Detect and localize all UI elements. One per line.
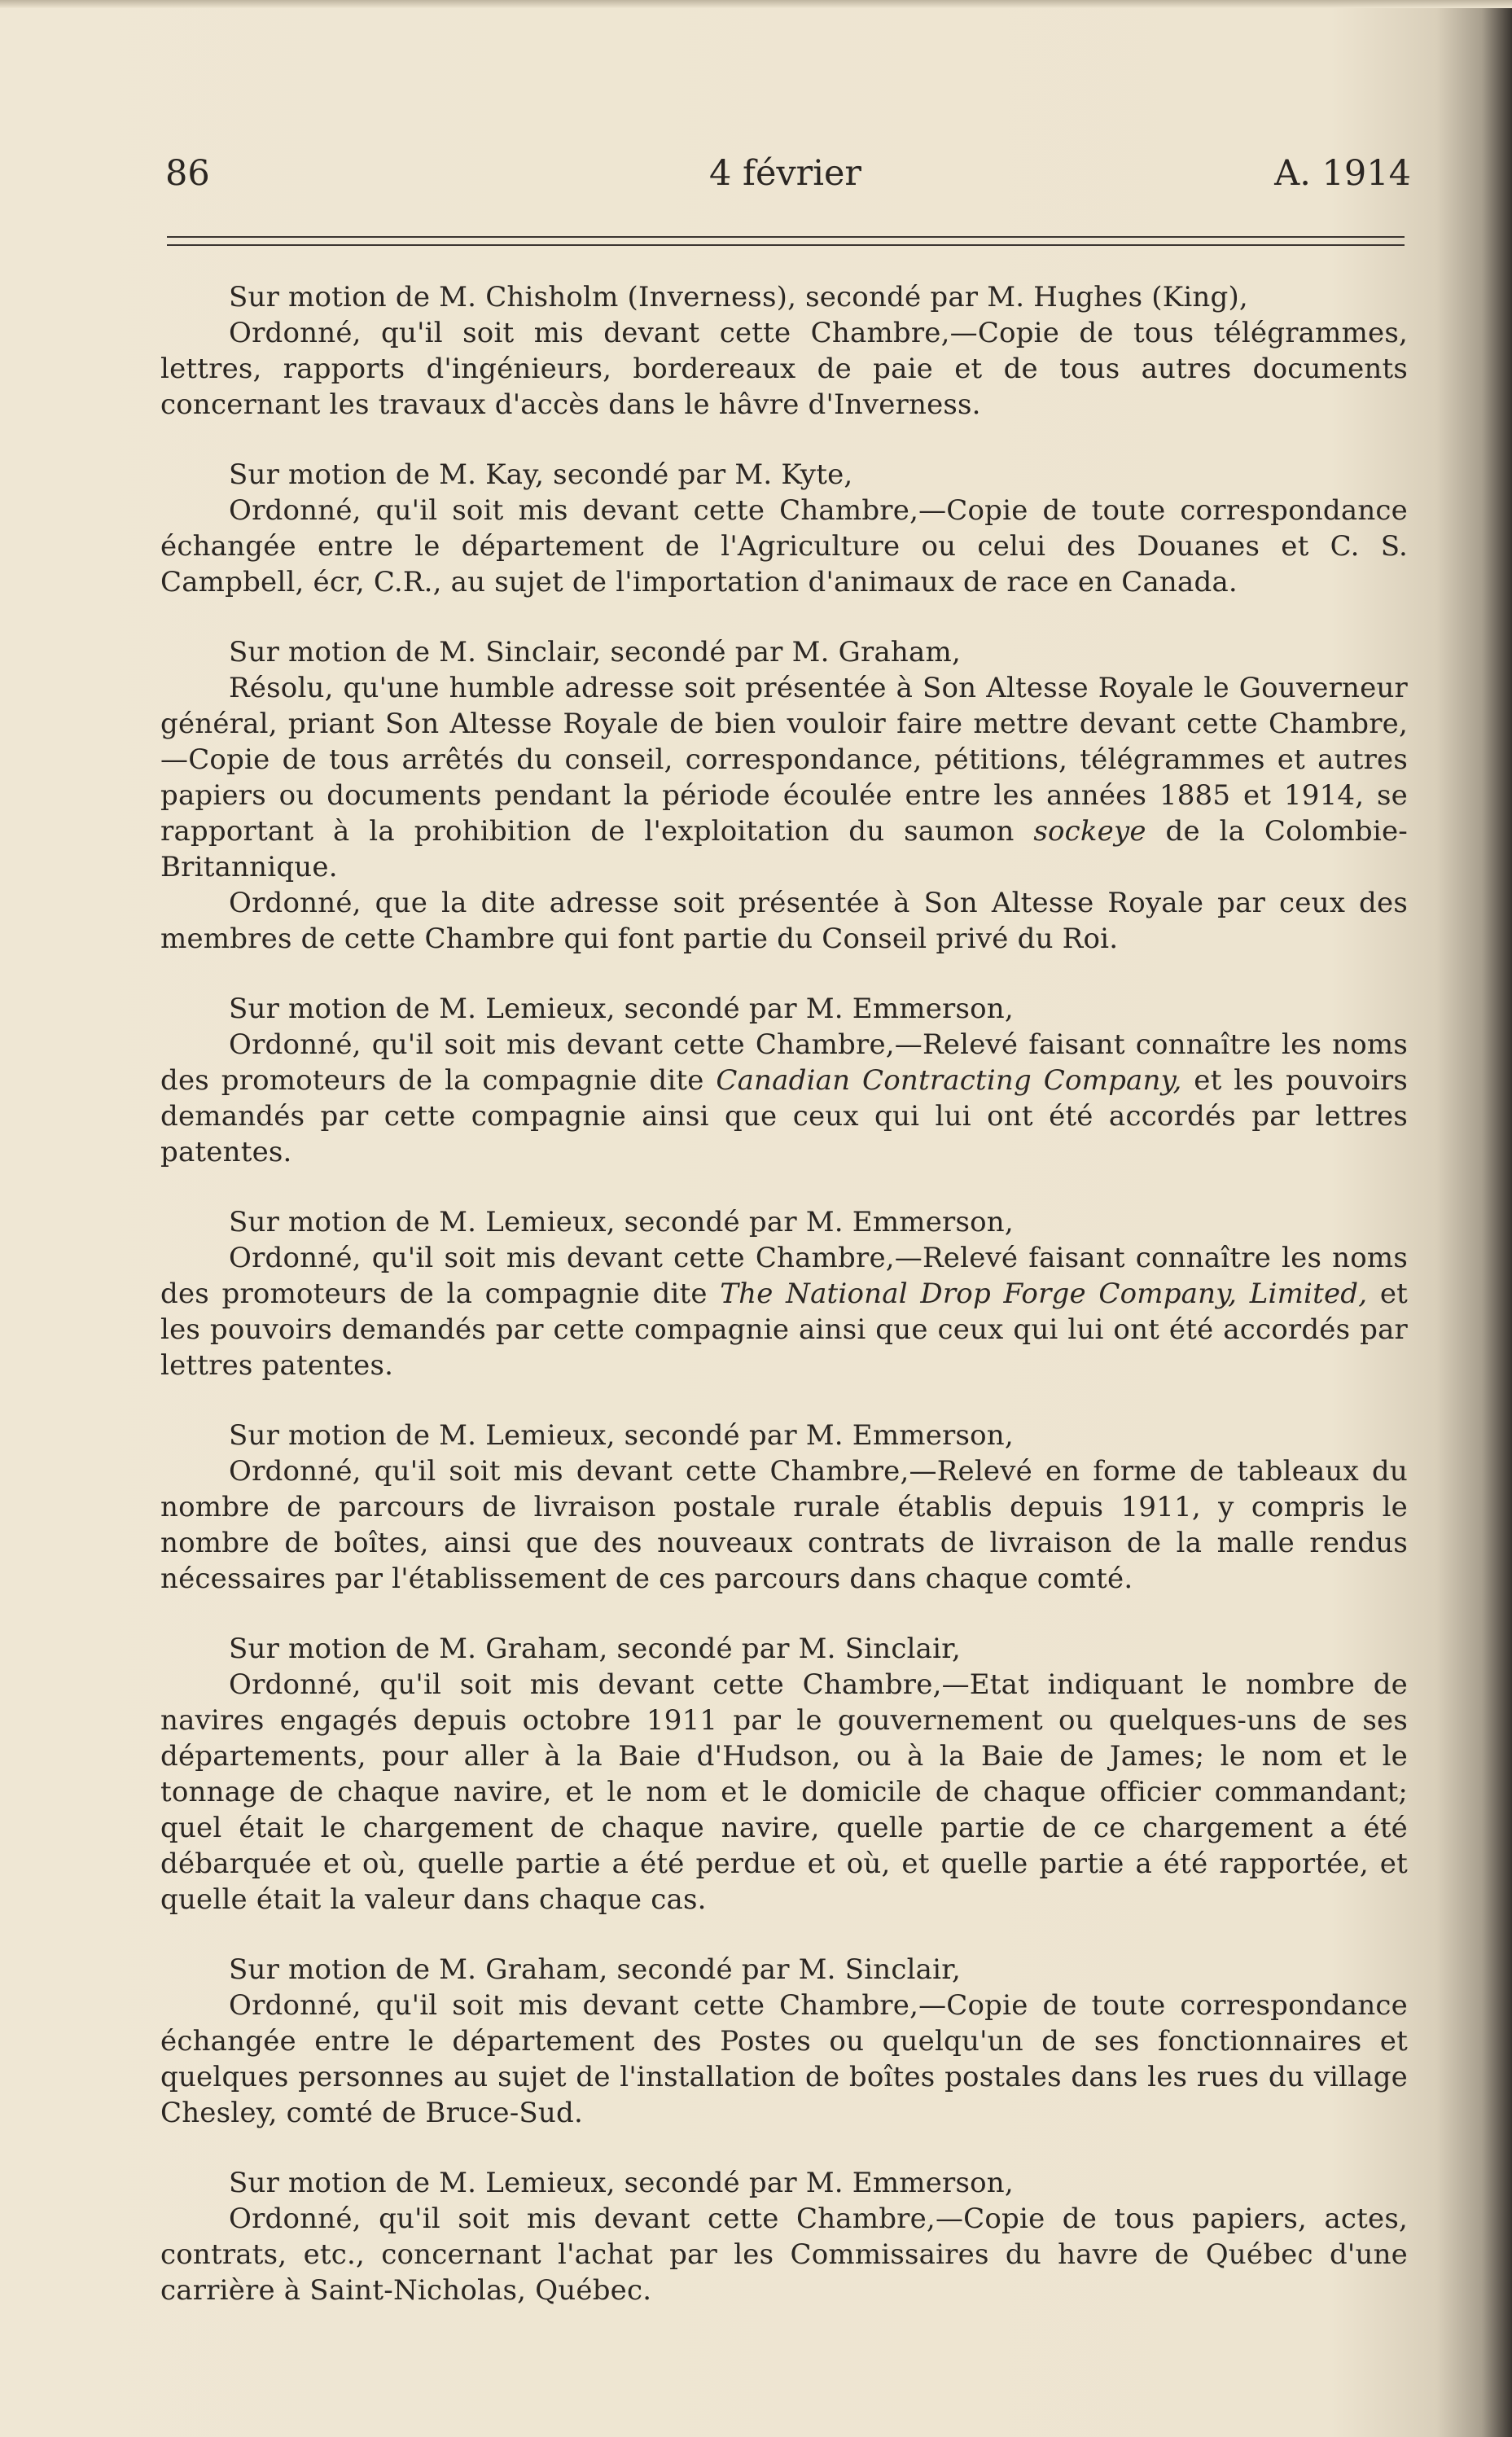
page-header <box>165 153 1411 202</box>
motion-8 <box>160 1952 1408 2131</box>
motion-body: Ordonné, qu'il soit mis devant cette Chambre,—Etat indiquant le nombre de navires engagés depuis octobre 1911 par le gouvernement ou quelques-uns de ses départements, pour aller à la Baie d'Hudson, ou à la Baie de James; le nom et le tonnage de chaque navire, et le nom et le domicile de chaque officier commandant; quel était le chargement de chaque navire, quelle partie de ce chargement a été débarquée et où, quelle partie a été perdue et où, et quelle partie a été rapportée, et quelle était la valeur dans chaque cas. <box>160 1668 1408 1916</box>
motion-body: Ordonné, qu'il soit mis devant cette Chambre,—Copie de toute correspondance échangée entre le département de l'Agriculture ou celui des Douanes et C. S. Campbell, écr, C.R., au sujet de l'importation d'animaux de race en Canada. <box>160 494 1408 598</box>
motion-1 <box>160 279 1408 423</box>
motion-4 <box>160 991 1408 1170</box>
motion-body-text: de la Colombie-Britannique. <box>160 815 1408 883</box>
motion-intro: Sur motion de M. Graham, secondé par M. Sinclair, <box>229 1633 961 1665</box>
motion-6 <box>160 1418 1408 1597</box>
motion-intro: Sur motion de M. Lemieux, secondé par M. Emmerson, <box>229 1419 1014 1452</box>
motion-intro: Sur motion de M. Lemieux, secondé par M. Emmerson, <box>229 993 1014 1025</box>
motion-body-italic: sockeye <box>1033 815 1146 848</box>
motion-body-text: Ordonné, qu'il soit mis devant cette Chambre,—Relevé faisant connaître les noms des promoteurs de la compagnie dite <box>160 1028 1408 1097</box>
motion-body-text: Résolu, qu'une humble adresse soit présentée à Son Altesse Royale le Gouverneur général, priant Son Altesse Royale de bien vouloir faire mettre devant cette Chambre,—Copie de tous arrêtés du conseil, correspondance, pétitions, télégrammes et autres papiers ou documents pendant la période écoulée entre les années 1885 et 1914, se rapportant à la prohibition de l'exploitation du saumon <box>160 672 1408 848</box>
motion-body-text: Ordonné, qu'il soit mis devant cette Chambre,—Relevé faisant connaître les noms des promoteurs de la compagnie dite <box>160 1242 1408 1310</box>
motion-5 <box>160 1204 1408 1383</box>
motion-intro: Sur motion de M. Graham, secondé par M. Sinclair, <box>229 1953 961 1986</box>
motion-2 <box>160 457 1408 600</box>
motion-intro: Sur motion de M. Kay, secondé par M. Kyte, <box>229 458 853 491</box>
motion-body: Ordonné, qu'il soit mis devant cette Chambre,—Copie de tous télégrammes, lettres, rapports d'ingénieurs, bordereaux de paie et de tous autres documents concernant les travaux d'accès dans le hâvre d'Inverness. <box>160 317 1408 421</box>
motion-intro: Sur motion de M. Chisholm (Inverness), secondé par M. Hughes (King), <box>229 281 1248 313</box>
motion-body <box>160 1240 1408 1383</box>
motion-body-italic: Canadian Contracting Company, <box>716 1064 1182 1097</box>
motion-3 <box>160 634 1408 957</box>
page-top-edge <box>0 0 1512 8</box>
motion-body: Ordonné, qu'il soit mis devant cette Chambre,—Copie de tous papiers, actes, contrats, etc., concernant l'achat par les Commissaires du havre de Québec d'une carrière à Saint-Nicholas, Québec. <box>160 2203 1408 2307</box>
motion-body-text: et les pouvoirs demandés par cette compagnie ainsi que ceux qui lui ont été accordés par lettres patentes. <box>160 1278 1409 1382</box>
motion-intro: Sur motion de M. Lemieux, secondé par M. Emmerson, <box>229 2167 1014 2199</box>
page-date: 4 février <box>709 153 861 194</box>
motion-body-2: Ordonné, que la dite adresse soit présentée à Son Altesse Royale par ceux des membres de cette Chambre qui font partie du Conseil privé du Roi. <box>160 887 1408 955</box>
motion-intro: Sur motion de M. Lemieux, secondé par M. Emmerson, <box>229 1206 1014 1238</box>
motion-body: Ordonné, qu'il soit mis devant cette Chambre,—Copie de toute correspondance échangée entre le département des Postes ou quelqu'un de ses fonctionnaires et quelques personnes au sujet de l'installation de boîtes postales dans les rues du village Chesley, comté de Bruce-Sud. <box>160 1989 1408 2129</box>
motion-7 <box>160 1631 1408 1918</box>
document-body <box>160 279 1408 2343</box>
motion-intro: Sur motion de M. Sinclair, secondé par M. Graham, <box>229 636 961 668</box>
header-rule-top <box>167 236 1405 238</box>
page-number: 86 <box>165 153 210 194</box>
motion-body-italic: The National Drop Forge Company, Limited, <box>720 1278 1368 1310</box>
header-rule-bottom <box>167 244 1405 246</box>
page-year: A. 1914 <box>1274 153 1411 194</box>
motion-body: Ordonné, qu'il soit mis devant cette Chambre,—Relevé en forme de tableaux du nombre de parcours de livraison postale rurale établis depuis 1911, y compris le nombre de boîtes, ainsi que des nouveaux contrats de livraison de la malle rendus nécessaires par l'établissement de ces parcours dans chaque comté. <box>160 1455 1408 1595</box>
motion-body <box>160 670 1408 885</box>
motion-9 <box>160 2165 1408 2308</box>
motion-body-text: et les pouvoirs demandés par cette compagnie ainsi que ceux qui lui ont été accordés par lettres patentes. <box>160 1064 1408 1168</box>
motion-body <box>160 1027 1408 1170</box>
